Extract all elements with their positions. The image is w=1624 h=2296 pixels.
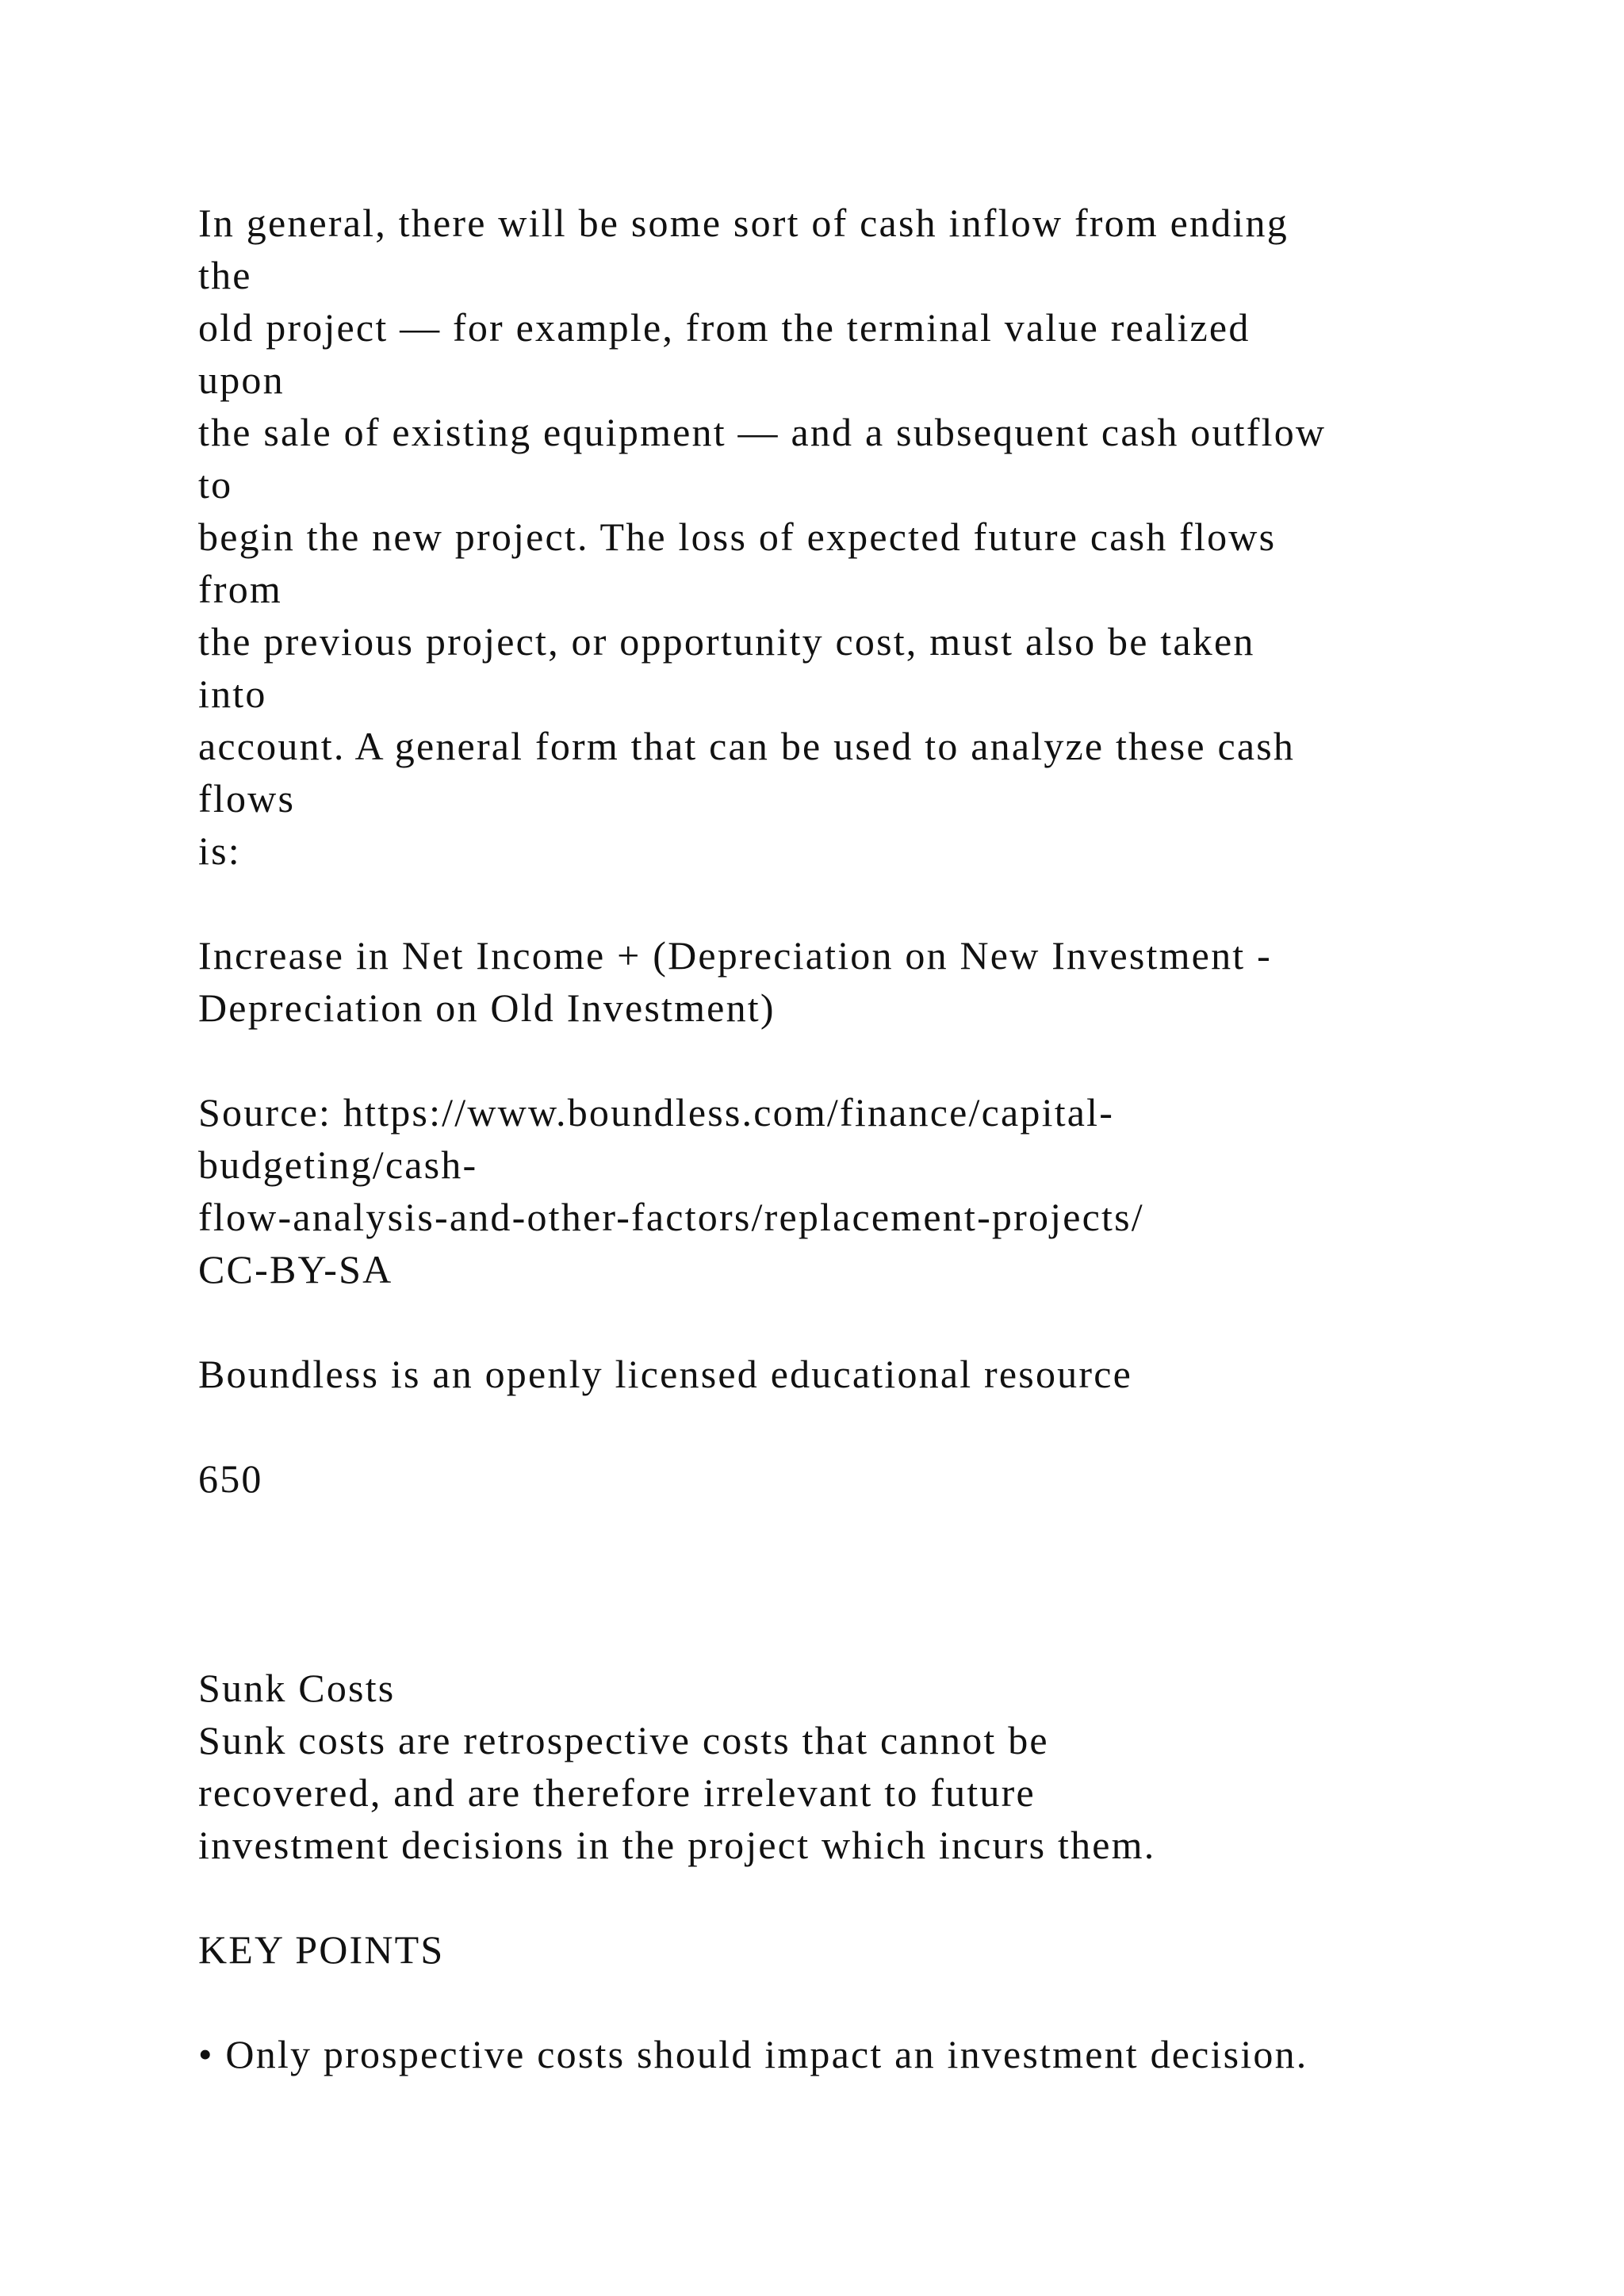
source-line: budgeting/cash- <box>198 1142 478 1187</box>
text-line: upon <box>198 358 285 402</box>
text-line: flows <box>198 776 296 821</box>
text-line: to <box>198 462 233 507</box>
blank-line <box>198 1400 1546 1452</box>
blank-line <box>198 877 1546 929</box>
key-points-heading: KEY POINTS <box>198 1927 445 1972</box>
text-line: from <box>198 567 282 611</box>
license-line: CC-BY-SA <box>198 1247 393 1292</box>
text-line: Sunk costs are retrospective costs that cannot be <box>198 1718 1049 1762</box>
text-line: investment decisions in the project which incurs them. <box>198 1823 1156 1867</box>
blank-line <box>198 1976 1546 2028</box>
blank-line <box>198 1295 1546 1348</box>
text-line: recovered, and are therefore irrelevant to future <box>198 1770 1036 1815</box>
text-line: into <box>198 672 267 716</box>
text-line: old project — for example, from the terminal value realized <box>198 305 1251 350</box>
blank-line <box>198 1871 1546 1923</box>
formula-line: Increase in Net Income + (Depreciation on New Investment - <box>198 933 1272 978</box>
attribution-line: Boundless is an openly licensed educational resource <box>198 1352 1132 1396</box>
section-heading: Sunk Costs <box>198 1666 396 1710</box>
formula-line: Depreciation on Old Investment) <box>198 985 776 1030</box>
blank-line <box>198 1609 1546 1662</box>
bullet-item: • Only prospective costs should impact an investment decision. <box>198 2032 1308 2076</box>
source-line: Source: https://www.boundless.com/finance/capital- <box>198 1090 1115 1135</box>
document-text <box>198 197 1546 2080</box>
text-line: account. A general form that can be used to analyze these cash <box>198 724 1296 768</box>
text-line: begin the new project. The loss of expected future cash flows <box>198 515 1277 559</box>
text-line: the sale of existing equipment — and a subsequent cash outflow <box>198 410 1327 454</box>
source-line: flow-analysis-and-other-factors/replacement-projects/ <box>198 1195 1144 1239</box>
blank-line <box>198 1034 1546 1086</box>
text-line: In general, there will be some sort of cash inflow from ending <box>198 201 1289 245</box>
text-line: the previous project, or opportunity cost, must also be taken <box>198 619 1255 664</box>
blank-line <box>198 1557 1546 1609</box>
page-number: 650 <box>198 1456 263 1501</box>
blank-line <box>198 1505 1546 1557</box>
text-line: is: <box>198 828 241 873</box>
text-line: the <box>198 253 252 297</box>
